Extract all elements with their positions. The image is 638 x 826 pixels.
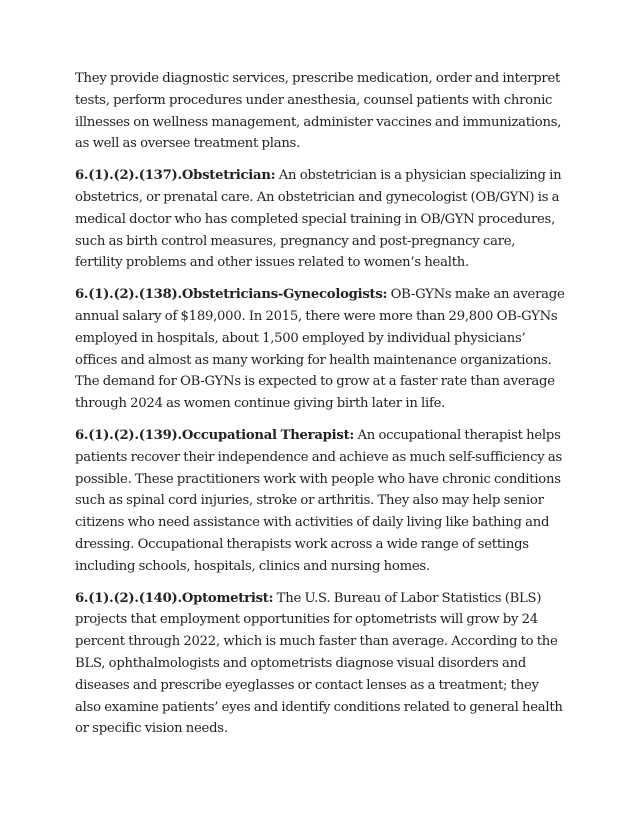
paragraph-text: They provide diagnostic services, prescribe medication, order and interpret tests, perform procedures under anesthesia, counsel patients with chronic illnesses on wellness management, administer vaccines and immunizations, as well as oversee treatment plans. xyxy=(75,71,562,152)
term-heading: 6.(1).(2).(139).Occupational Therapist: xyxy=(75,427,355,443)
paragraph-obstetrician xyxy=(75,165,565,274)
paragraph-text: OB-GYNs make an average annual salary of $189,000. In 2015, there were more than 29,800 OB-GYNs employed in hospitals, about 1,500 employed by individual physicians’ offices and almost as many working for health maintenance organizations. The demand for OB-GYNs is expected to grow at a faster rate than average through 2024 as women continue giving birth later in life. xyxy=(75,287,565,412)
paragraph-occupational-therapist xyxy=(75,425,565,578)
paragraph-ob-gyn xyxy=(75,284,565,415)
term-heading: 6.(1).(2).(137).Obstetrician: xyxy=(75,168,276,184)
document-page xyxy=(75,68,565,750)
term-heading: 6.(1).(2).(140).Optometrist: xyxy=(75,590,274,606)
paragraph-text: An obstetrician is a physician specializing in obstetrics, or prenatal care. An obstetrician and gynecologist (OB/GYN) is a medical doctor who has completed special training in OB/GYN procedures, such as birth control measures, pregnancy and post-pregnancy care, fertility problems and other issues related to women’s health. xyxy=(75,168,562,271)
paragraph-text: An occupational therapist helps patients recover their independence and achieve as much self-sufficiency as possible. These practitioners work with people who have chronic conditions such as spinal cord injuries, stroke or arthritis. They also may help senior citizens who need assistance with activities of daily living like bathing and dressing. Occupational therapists work across a wide range of settings including schools, hospitals, clinics and nursing homes. xyxy=(75,427,562,574)
paragraph-text: The U.S. Bureau of Labor Statistics (BLS) projects that employment opportunities for optometrists will grow by 24 percent through 2022, which is much faster than average. According to the BLS, ophthalmologists and optometrists diagnose visual disorders and diseases and prescribe eyeglasses or contact lenses as a treatment; they also examine patients’ eyes and identify conditions related to general health or specific vision needs. xyxy=(75,590,563,737)
term-heading: 6.(1).(2).(138).Obstetricians-Gynecologists: xyxy=(75,287,388,303)
paragraph-intro xyxy=(75,68,565,155)
paragraph-optometrist xyxy=(75,588,565,741)
